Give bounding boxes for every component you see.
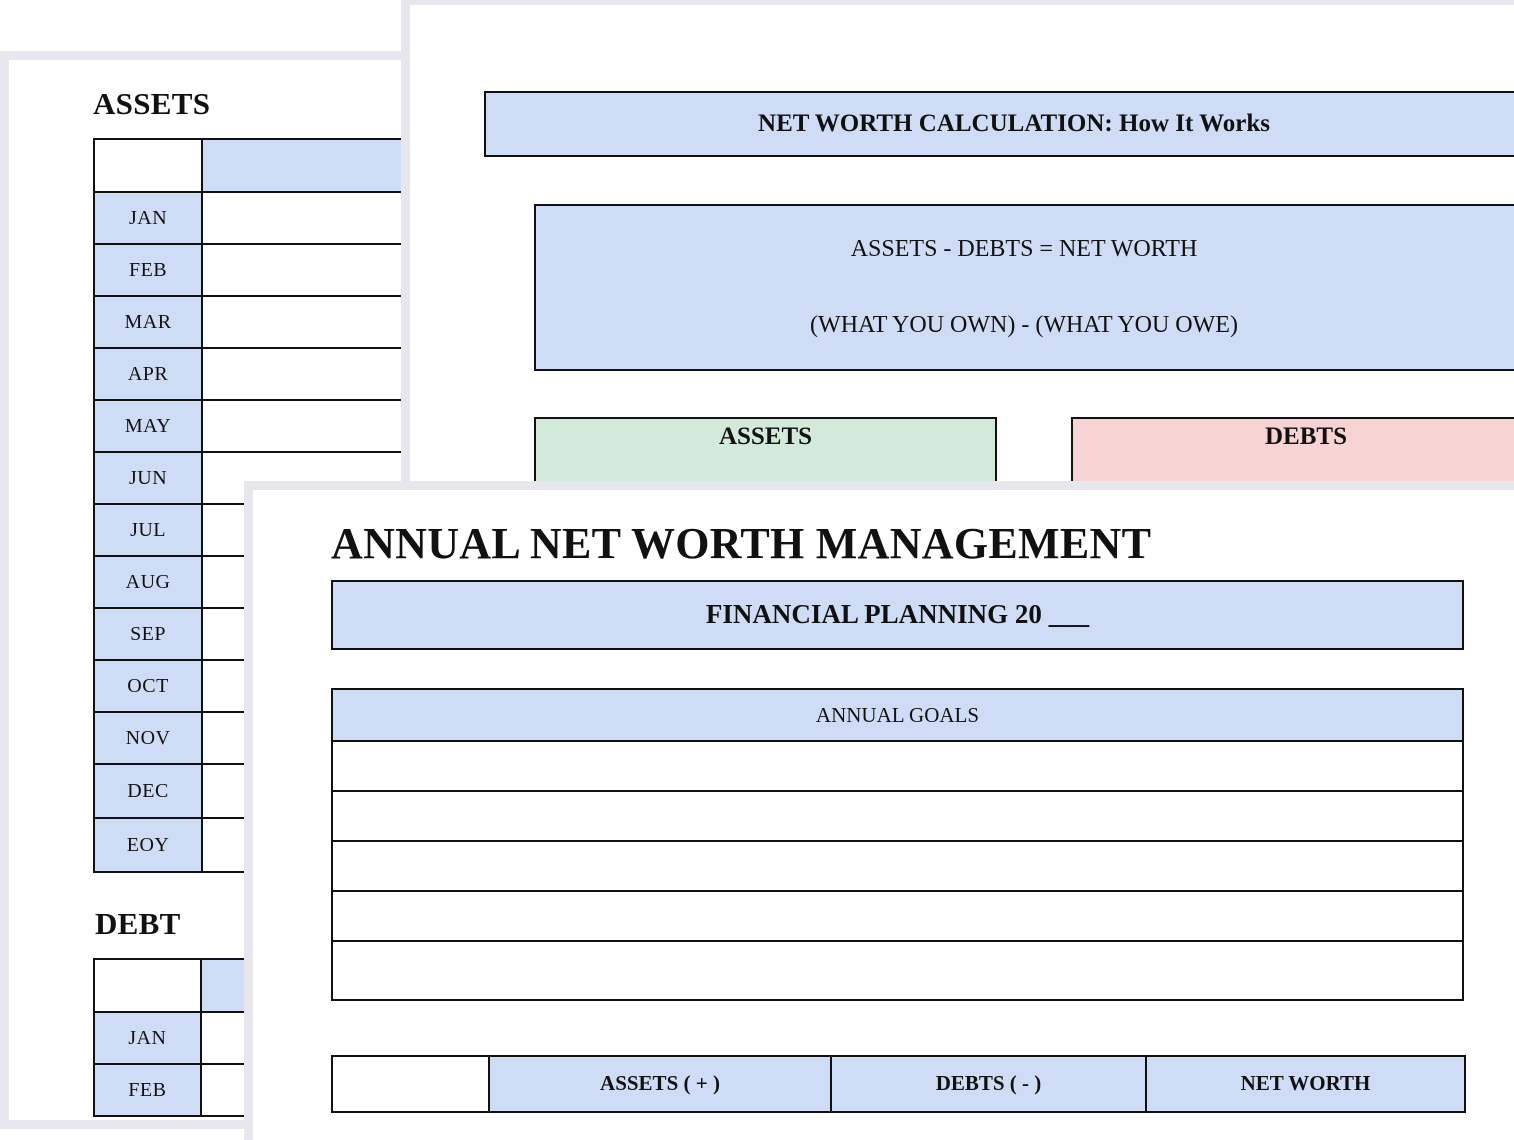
assets-month-label: JUL — [94, 504, 202, 556]
financial-planning-bar: FINANCIAL PLANNING 20 ___ — [331, 580, 1464, 650]
summary-net-worth-header: NET WORTH — [1146, 1056, 1465, 1112]
page-title: ANNUAL NET WORTH MANAGEMENT — [331, 519, 1152, 568]
assets-month-label: SEP — [94, 608, 202, 660]
assets-month-label: MAY — [94, 400, 202, 452]
assets-section-title: ASSETS — [93, 86, 211, 121]
summary-corner-cell — [332, 1056, 489, 1112]
assets-month-label: EOY — [94, 818, 202, 872]
assets-month-label: AUG — [94, 556, 202, 608]
assets-month-label: NOV — [94, 712, 202, 764]
goal-entry-line[interactable] — [332, 791, 1463, 841]
table-corner-cell — [94, 139, 202, 192]
debt-month-label: FEB — [94, 1064, 201, 1116]
summary-assets-header: ASSETS ( + ) — [489, 1056, 831, 1112]
assets-month-label: DEC — [94, 764, 202, 818]
goal-entry-line[interactable] — [332, 741, 1463, 791]
net-worth-calculation-header: NET WORTH CALCULATION: How It Works — [484, 91, 1514, 157]
assets-box-title: ASSETS — [718, 423, 813, 450]
formula-explanation-line: (WHAT YOU OWN) - (WHAT YOU OWE) — [810, 312, 1238, 338]
debts-box-title: DEBTS — [1265, 423, 1347, 450]
goal-entry-line[interactable] — [332, 891, 1463, 941]
table-corner-cell — [94, 959, 201, 1012]
assets-month-label: FEB — [94, 244, 202, 296]
goal-entry-line[interactable] — [332, 841, 1463, 891]
formula-box — [534, 204, 1514, 371]
assets-month-label: JUN — [94, 452, 202, 504]
net-worth-summary-table — [331, 1055, 1466, 1113]
annual-goals-table — [331, 688, 1464, 1001]
assets-month-label: APR — [94, 348, 202, 400]
summary-debts-header: DEBTS ( - ) — [831, 1056, 1146, 1112]
annual-net-worth-page — [253, 490, 1514, 1140]
annual-goals-header: ANNUAL GOALS — [332, 689, 1463, 741]
assets-month-label: OCT — [94, 660, 202, 712]
goal-entry-line[interactable] — [332, 941, 1463, 1000]
debt-month-label: JAN — [94, 1012, 201, 1064]
assets-month-label: JAN — [94, 192, 202, 244]
assets-month-label: MAR — [94, 296, 202, 348]
debt-section-title: DEBT — [95, 906, 181, 941]
formula-line: ASSETS - DEBTS = NET WORTH — [850, 236, 1198, 262]
